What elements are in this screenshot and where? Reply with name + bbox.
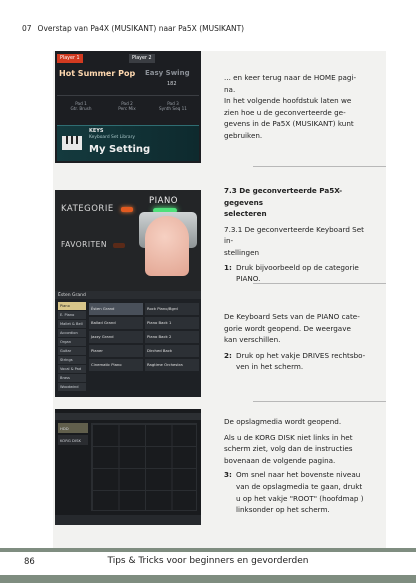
text-line: Als u de KORG DISK niet links in het <box>224 432 353 442</box>
step-number: 3: <box>224 470 232 480</box>
step-line: Druk op het vakje DRIVES rechtsbo- <box>236 350 366 360</box>
drive-item: KORG DISK <box>58 435 88 445</box>
step-number: 1: <box>224 262 232 272</box>
separator <box>253 283 386 284</box>
category-tab: Woodwind <box>58 383 86 391</box>
step-line: linksonder op het scherm. <box>236 505 330 515</box>
pad3-title: Pad 3 <box>167 101 179 106</box>
drive-item: HDD <box>58 423 88 433</box>
sound-grid <box>89 303 199 373</box>
sound-cell: Ësten Grand <box>89 303 143 315</box>
drive-list <box>58 423 88 447</box>
footer-title: Tips & Tricks voor beginners en gevorderden <box>107 556 309 566</box>
sound-cell: Ballad Grand <box>89 317 143 329</box>
category-list <box>58 302 86 392</box>
title-bar <box>55 413 201 420</box>
sound-cell: Piano Back 1 <box>145 317 199 329</box>
category-tab: Organ <box>58 338 86 346</box>
step-line: Om snel naar het bovenste niveau <box>236 470 361 480</box>
piano-label: PIANO <box>149 196 178 206</box>
sound-cell: Jazzy Grand <box>89 331 143 343</box>
text-block-home <box>224 72 374 142</box>
player1-tab: Player 1 <box>57 54 83 63</box>
step-line: u op het vakje "ROOT" (hoofdmap ) <box>236 493 364 503</box>
player2-tab: Player 2 <box>129 54 155 63</box>
category-tab: Guitar <box>58 347 86 355</box>
text-line: bovenaan de volgende pagina. <box>224 455 336 465</box>
category-tab: E. Piano <box>58 311 86 319</box>
keyboard-sets-screenshot <box>55 291 201 397</box>
song-title-2: Easy Swing <box>145 69 190 77</box>
song-title: Hot Summer Pop <box>59 69 136 78</box>
step-line: ven in het scherm. <box>236 362 304 372</box>
sound-cell: Ragtime Orchestra <box>145 359 199 371</box>
text-line: De opslagmedia wordt geopend. <box>224 417 342 426</box>
running-header <box>22 24 244 33</box>
home-screen-screenshot <box>55 51 201 163</box>
step-line: PIANO. <box>236 274 261 284</box>
separator <box>253 166 386 167</box>
text-block-section <box>224 185 374 285</box>
step-number: 2: <box>224 350 232 360</box>
led-indicator <box>121 207 133 212</box>
text-line: gorie wordt geopend. De weergave <box>224 323 351 333</box>
text-line: scherm ziet, volg dan de instructies <box>224 444 353 454</box>
category-tab: Brass <box>58 374 86 382</box>
text-line: ... en keer terug naar de HOME pagi- <box>224 73 357 82</box>
text-line: na. <box>224 84 236 94</box>
tempo-value: 182 <box>167 81 177 87</box>
text-block-storage <box>224 416 374 516</box>
category-tab: Vocal & Pad <box>58 365 86 373</box>
text-line: gebruiken. <box>224 130 263 140</box>
kategorie-label: KATEGORIE <box>61 204 114 214</box>
keyboard-icon <box>61 132 83 154</box>
category-tab: Mallet & Bell <box>58 320 86 328</box>
text-line: kan verschillen. <box>224 335 281 345</box>
pad2-label: Perc Mix <box>118 106 136 111</box>
text-line: gevens in de Pa5X (MUSIKANT) kunt <box>224 119 354 129</box>
keys-sublabel: Keyboard Set Library <box>89 135 135 140</box>
footer-band <box>0 575 416 583</box>
text-line: De Keyboard Sets van de PIANO cate- <box>224 312 360 321</box>
footer-rule <box>0 548 416 552</box>
sound-cell: Pianer <box>89 345 143 357</box>
subsection-title: 7.3.1 De geconverteerde Keyboard Set in- <box>224 224 364 246</box>
sound-cell: Piano Back 2 <box>145 331 199 343</box>
screen-title: Ësten Grand <box>55 291 201 299</box>
divider <box>57 95 199 96</box>
pad3-label: Synth Seq 11 <box>159 106 187 111</box>
chapter-title: Overstap van Pa4X (MUSIKANT) naar Pa5X (MUSIKANT) <box>37 24 245 33</box>
file-grid <box>91 423 197 511</box>
subsection-title-line2: stellingen <box>224 247 260 257</box>
sound-cell: Dirched Back <box>145 345 199 357</box>
category-tab: Piano <box>58 302 86 310</box>
step-line: Druk bijvoorbeeld op de categorie <box>236 262 359 272</box>
chapter-number: 07 <box>22 24 32 33</box>
category-tab: Strings <box>58 356 86 364</box>
section-number: 7.3 <box>224 186 237 195</box>
category-tab: Accordion <box>58 329 86 337</box>
text-line: zien hoe u de geconverteerde ge- <box>224 107 346 117</box>
text-block-sets <box>224 311 374 373</box>
text-line: In het volgende hoofdstuk laten we <box>224 96 352 106</box>
my-setting-label: My Setting <box>89 144 151 155</box>
content-panel <box>53 51 386 549</box>
storage-media-screenshot <box>55 409 201 525</box>
step-line: van de opslagmedia te gaan, drukt <box>236 481 363 491</box>
bottom-toolbar <box>55 515 201 525</box>
sound-cell: Cinematic Piano <box>89 359 143 371</box>
finger <box>145 216 189 276</box>
section-title-line2: selecteren <box>224 209 267 219</box>
page-number: 86 <box>24 557 35 567</box>
pad2-title: Pad 2 <box>121 101 133 106</box>
section-title: De geconverteerde Pa5X-gegevens <box>224 186 343 207</box>
pad1-title: Pad 1 <box>75 101 87 106</box>
favoriten-label: FAVORITEN <box>61 240 108 249</box>
separator <box>253 401 386 402</box>
pad1-label: Gtr. Brush <box>70 106 92 111</box>
sound-cell: Rock Piano/Bgrd <box>145 303 199 315</box>
led-indicator <box>113 243 125 248</box>
keys-label: KEYS <box>89 128 104 134</box>
